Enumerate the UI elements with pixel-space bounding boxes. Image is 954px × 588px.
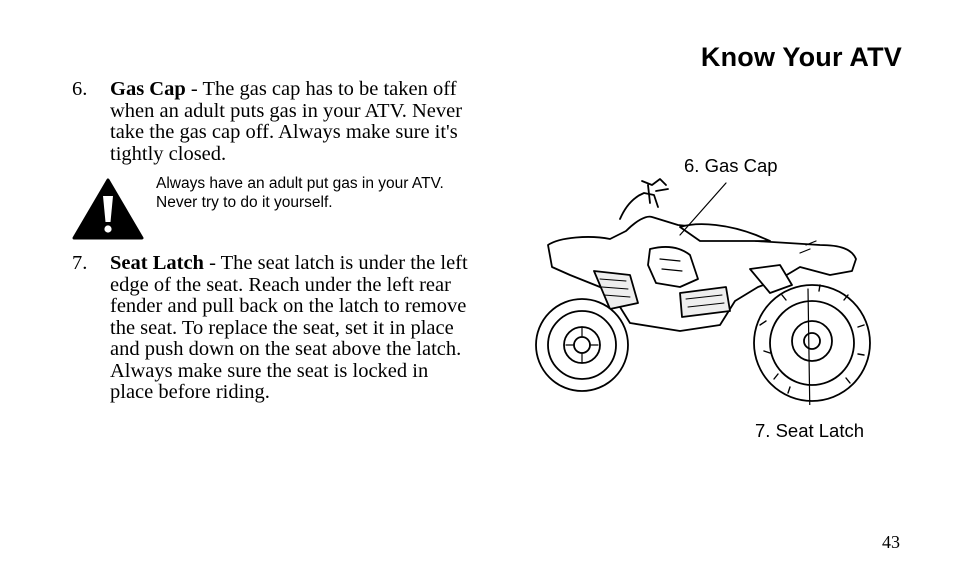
item-text: - The gas cap has to be taken off when an adult puts gas in your ATV. Never take the gas cap off. Always make sure it's tightly closed. [110, 78, 463, 165]
item-body [110, 253, 472, 404]
callout-gas-cap: 6. Gas Cap [684, 155, 778, 176]
atv-illustration [530, 175, 875, 405]
list-item-gas-cap [72, 79, 472, 165]
item-term: Gas Cap [110, 78, 186, 100]
warning-text: Always have an adult put gas in your ATV. Never try to do it yourself. [156, 175, 444, 211]
list-item-seat-latch [72, 253, 472, 404]
page-number: 43 [882, 532, 900, 552]
item-term: Seat Latch [110, 252, 204, 274]
warning-icon [72, 178, 144, 240]
item-body [110, 79, 472, 165]
warning-box [72, 174, 472, 240]
callout-seat-latch: 7. Seat Latch [755, 420, 865, 441]
item-number: 6. [72, 78, 88, 100]
item-number: 7. [72, 252, 88, 274]
item-text: - The seat latch is under the left edge of the seat. Reach under the left rear fender and pull back on the latch to remove the seat. To replace the seat, set it in place and push down on the seat above the latch. Always make sure the seat is locked in place before riding. [110, 252, 468, 403]
page-title: Know Your ATV [700, 42, 902, 72]
